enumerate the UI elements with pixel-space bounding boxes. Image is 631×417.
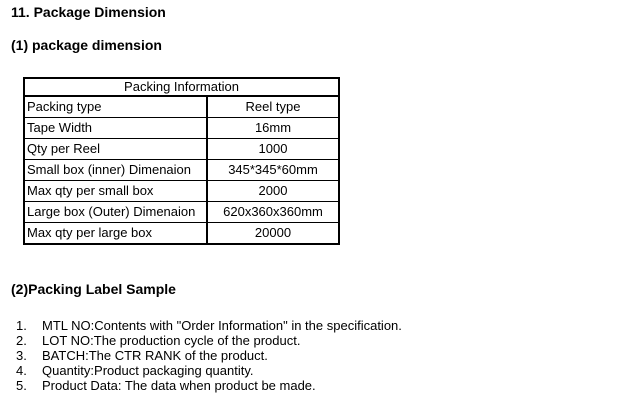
table-row: [24, 202, 339, 223]
list-item-text: Product Data: The data when product be made.: [42, 378, 316, 393]
row-value: 620x360x360mm: [207, 202, 339, 223]
row-value: 2000: [207, 181, 339, 202]
packing-information-table: [23, 77, 340, 245]
list-item-number: 3.: [16, 348, 27, 363]
table-header: Packing Information: [24, 78, 339, 96]
list-item-number: 5.: [16, 378, 27, 393]
table-header-row: [24, 78, 339, 96]
list-item: [16, 333, 402, 348]
row-value: 1000: [207, 139, 339, 160]
list-item-text: BATCH:The CTR RANK of the product.: [42, 348, 268, 363]
table-row: [24, 118, 339, 139]
row-value: Reel type: [207, 96, 339, 118]
list-item-text: MTL NO:Contents with "Order Information" in the specification.: [42, 318, 402, 333]
table-row: [24, 160, 339, 181]
list-item: [16, 318, 402, 333]
list-item-text: Quantity:Product packaging quantity.: [42, 363, 254, 378]
package-dimension-title: (1) package dimension: [11, 37, 162, 53]
row-label: Small box (inner) Dimenaion: [24, 160, 207, 181]
table-row: [24, 181, 339, 202]
row-label: Max qty per large box: [24, 223, 207, 245]
row-label: Large box (Outer) Dimenaion: [24, 202, 207, 223]
row-value: 345*345*60mm: [207, 160, 339, 181]
table-row: [24, 223, 339, 245]
packing-label-notes: [16, 318, 402, 393]
list-item-number: 1.: [16, 318, 27, 333]
row-label: Max qty per small box: [24, 181, 207, 202]
table-row: [24, 139, 339, 160]
list-item: [16, 378, 402, 393]
list-item-number: 2.: [16, 333, 27, 348]
list-item: [16, 363, 402, 378]
section-heading: 11. Package Dimension: [11, 4, 166, 20]
row-value: 16mm: [207, 118, 339, 139]
list-item-text: LOT NO:The production cycle of the product.: [42, 333, 301, 348]
row-label: Tape Width: [24, 118, 207, 139]
row-label: Packing type: [24, 96, 207, 118]
list-item-number: 4.: [16, 363, 27, 378]
list-item: [16, 348, 402, 363]
row-value: 20000: [207, 223, 339, 245]
row-label: Qty per Reel: [24, 139, 207, 160]
table-row: [24, 96, 339, 118]
packing-label-title: (2)Packing Label Sample: [11, 281, 176, 297]
